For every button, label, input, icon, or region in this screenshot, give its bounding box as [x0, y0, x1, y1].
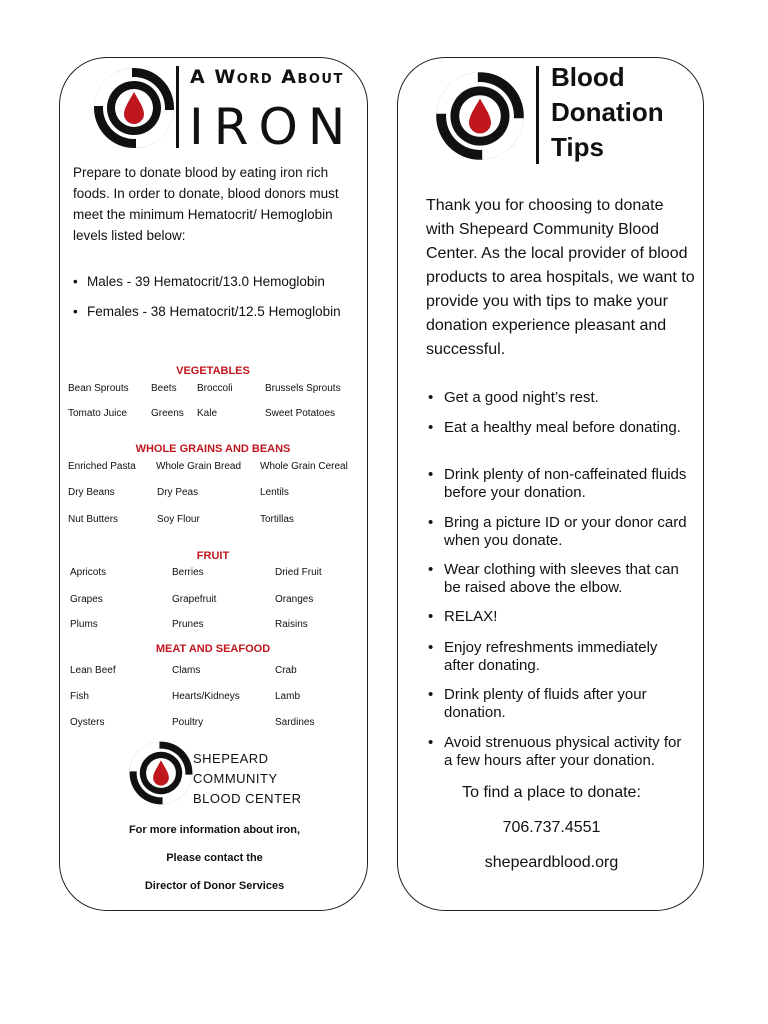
- food-item: Sweet Potatoes: [265, 408, 336, 419]
- category-whole-grains: WHOLE GRAINS AND BEANS: [135, 443, 291, 455]
- tips-title: [551, 60, 664, 165]
- find-location-label: To find a place to donate:: [462, 784, 641, 801]
- contact-line-3: Director of Donor Services: [144, 880, 285, 892]
- iron-flyer-panel: [59, 57, 368, 911]
- food-item: Nut Butters: [68, 514, 119, 525]
- food-item: Oysters: [70, 717, 105, 728]
- tip-item: • Get a good night’s rest.: [426, 389, 691, 407]
- tips-title-line: Tips: [551, 132, 604, 162]
- header-divider: [176, 66, 179, 148]
- tip-item: • Wear clothing with sleeves that can be raised above the elbow.: [426, 561, 691, 597]
- food-item: Brussels Sprouts: [265, 383, 341, 394]
- food-item: Dry Peas: [157, 487, 199, 498]
- food-item: Lamb: [275, 691, 301, 702]
- food-item: Kale: [197, 408, 218, 419]
- org-name: [193, 749, 302, 809]
- food-item: Whole Grain Cereal: [260, 461, 348, 472]
- thank-you-paragraph: Thank you for choosing to donate with Shepeard Community Blood Center. As the local provider of blood products to area hospitals, we want to provide you with tips to make your donation experience pleasant and successful.: [426, 197, 695, 358]
- tip-item: • Avoid strenuous physical activity for a few hours after your donation.: [426, 734, 691, 770]
- food-item: Grapes: [70, 594, 103, 605]
- tips-title-line: Donation: [551, 97, 664, 127]
- tip-item: • Drink plenty of non-caffeinated fluids before your donation.: [426, 466, 691, 502]
- header-title: IRON: [189, 98, 356, 156]
- category-meat-seafood: MEAT AND SEAFOOD: [155, 643, 271, 655]
- food-item: Poultry: [172, 717, 204, 728]
- org-name-line: COMMUNITY: [193, 771, 278, 786]
- food-item: Tortillas: [260, 514, 294, 525]
- header-divider: [536, 66, 539, 164]
- tip-item: • Bring a picture ID or your donor card when you donate.: [426, 514, 691, 550]
- org-name-line: SHEPEARD: [193, 751, 269, 766]
- food-item: Raisins: [275, 619, 308, 630]
- contact-line-2: Please contact the: [166, 852, 263, 864]
- food-item: Dried Fruit: [275, 567, 322, 578]
- tip-item: • RELAX!: [426, 608, 691, 626]
- food-item: Clams: [172, 665, 201, 676]
- food-item: Lean Beef: [70, 665, 116, 676]
- donation-tips-panel: [397, 57, 704, 911]
- food-item: Hearts/Kidneys: [172, 691, 240, 702]
- tips-title-line: Blood: [551, 62, 625, 92]
- website-link: shepeardblood.org: [484, 854, 619, 871]
- food-item: Bean Sprouts: [68, 383, 129, 394]
- level-males: • Males - 39 Hematocrit/13.0 Hemoglobin: [73, 274, 325, 289]
- level-females: • Females - 38 Hematocrit/12.5 Hemoglobin: [73, 304, 341, 319]
- food-item: Crab: [275, 665, 297, 676]
- blood-center-logo-icon: [92, 66, 176, 150]
- phone-number: 706.737.4551: [502, 819, 601, 836]
- food-item: Fish: [70, 691, 89, 702]
- tip-item: • Drink plenty of fluids after your donation.: [426, 686, 691, 722]
- food-item: Apricots: [70, 567, 107, 578]
- food-item: Soy Flour: [157, 514, 200, 525]
- blood-center-logo-icon: [434, 70, 526, 162]
- food-item: Enriched Pasta: [68, 461, 136, 472]
- food-item: Beets: [151, 383, 177, 394]
- food-item: Tomato Juice: [68, 408, 127, 419]
- food-item: Greens: [151, 408, 184, 419]
- food-item: Prunes: [172, 619, 204, 630]
- food-item: Lentils: [260, 487, 289, 498]
- contact-line-1: For more information about iron,: [128, 824, 301, 836]
- category-fruit: FRUIT: [196, 550, 230, 562]
- food-item: Berries: [172, 567, 204, 578]
- tip-item: • Enjoy refreshments immediately after donating.: [426, 639, 691, 675]
- org-name-line: BLOOD CENTER: [193, 791, 302, 806]
- food-item: Oranges: [275, 594, 314, 605]
- food-item: Whole Grain Bread: [156, 461, 242, 472]
- blood-center-logo-icon: [128, 740, 194, 806]
- food-item: Sardines: [275, 717, 315, 728]
- category-vegetables: VEGETABLES: [176, 365, 250, 377]
- intro-paragraph: Prepare to donate blood by eating iron rich foods. In order to donate, blood donors must meet the minimum Hematocrit/ Hemoglobin levels listed below:: [73, 165, 339, 243]
- food-item: Broccoli: [197, 383, 233, 394]
- food-item: Grapefruit: [172, 594, 217, 605]
- tip-item: • Eat a healthy meal before donating.: [426, 419, 691, 437]
- header-subtitle: A Word About: [190, 66, 344, 88]
- food-item: Dry Beans: [68, 487, 115, 498]
- food-item: Plums: [70, 619, 98, 630]
